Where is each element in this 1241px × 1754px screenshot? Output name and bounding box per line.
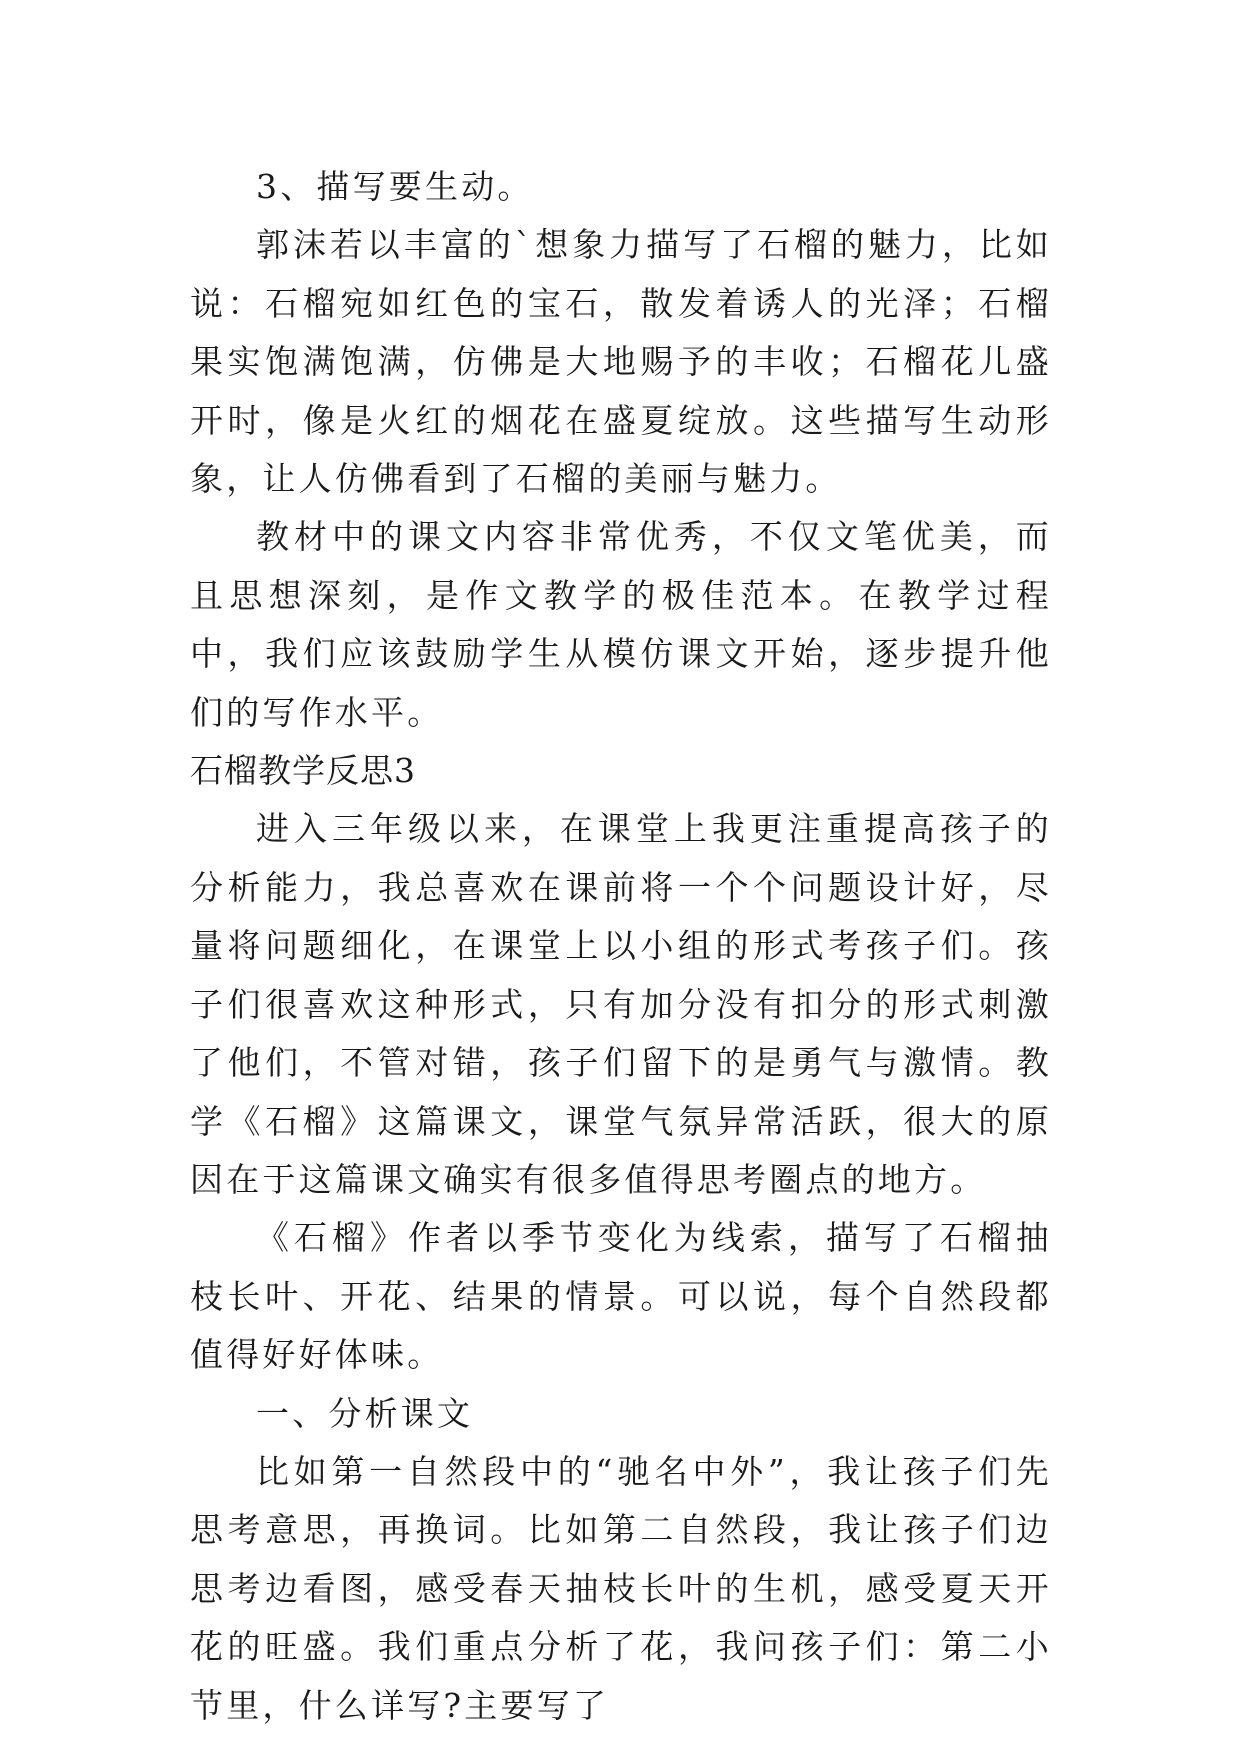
paragraph-describe-vividly: 3、描写要生动。 xyxy=(256,167,534,206)
paragraph-third-grade: 进入三年级以来，在课堂上我更注重提高孩子的分析能力，我总喜欢在课前将一个个问题设计好，尽量将问题细化，在课堂上以小组的形式考孩子们。孩子们很喜欢这种形式，只有加分没有扣分的形式刺激了他们，不管对错，孩子们留下的是勇气与激情。教学《石榴》这篇课文，课堂气氛异常活跃，很大的原因在于这篇课文确实有很多值得思考圈点的地方。 xyxy=(190,809,1052,1199)
section-heading: 石榴教学反思3 xyxy=(190,751,416,791)
paragraph-first-section: 比如第一自然段中的“驰名中外”，我让孩子们先思考意思，再换词。比如第二自然段，我让孩子们边思考边看图，感受春天抽枝长叶的生机，感受夏天开花的旺盛。我们重点分析了花，我问孩子们：第二小节里，什么详写?主要写了 xyxy=(190,1451,1052,1725)
paragraph-seasons-clue: 《石榴》作者以季节变化为线索，描写了石榴抽枝长叶、开花、结果的情景。可以说，每个自然段都值得好好体味。 xyxy=(190,1218,1052,1375)
paragraph-textbook-content: 教材中的课文内容非常优秀，不仅文笔优美，而且思想深刻，是作文教学的极佳范本。在教学过程中，我们应该鼓励学生从模仿课文开始，逐步提升他们的写作水平。 xyxy=(190,517,1052,732)
document-body xyxy=(190,158,1052,1735)
paragraph-guo-moruo-imagination: 郭沫若以丰富的`想象力描写了石榴的魅力，比如说：石榴宛如红色的宝石，散发着诱人的光泽；石榴果实饱满饱满，仿佛是大地赐予的丰收；石榴花儿盛开时，像是火红的烟花在盛夏绽放。这些描写生动形象，让人仿佛看到了石榴的美丽与魅力。 xyxy=(190,225,1052,499)
subheading-analyze-text: 一、分析课文 xyxy=(256,1393,474,1433)
